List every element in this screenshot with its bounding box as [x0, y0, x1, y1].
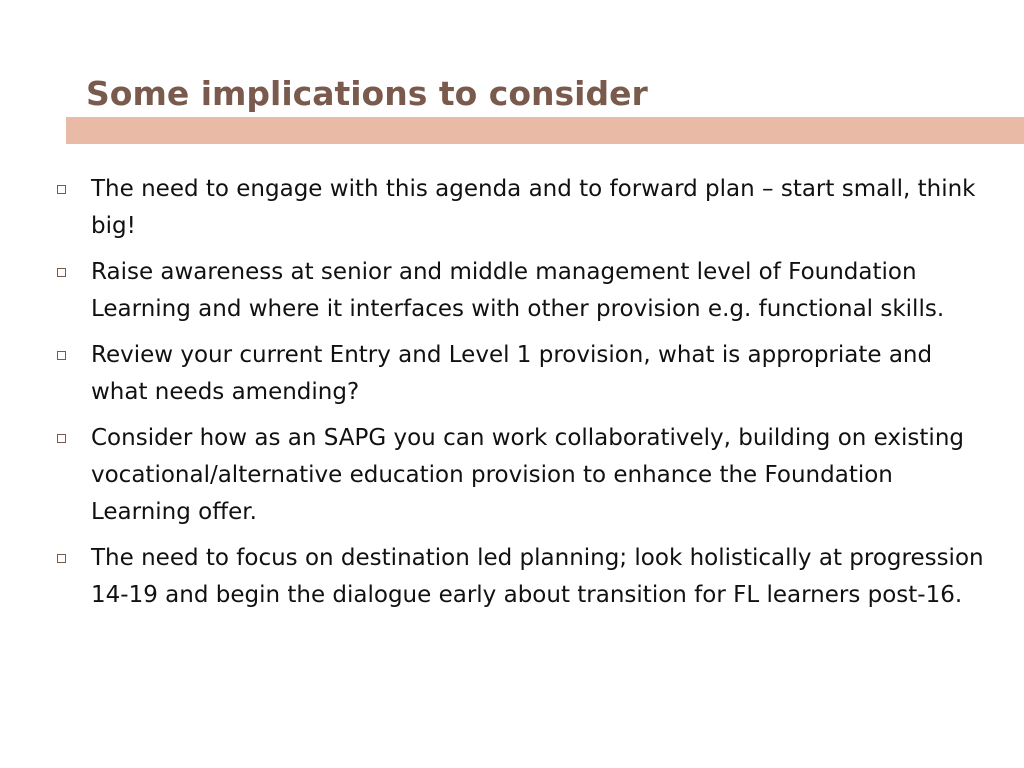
bullet-text: Consider how as an SAPG you can work collaboratively, building on existing vocational/alternative education provision to enhance the Foundation Learning offer.: [91, 425, 964, 525]
bullet-item: [54, 171, 994, 245]
square-bullet-icon: [57, 434, 66, 443]
bullet-item: [54, 254, 994, 328]
bullet-text: Review your current Entry and Level 1 provision, what is appropriate and what needs amending?: [91, 342, 933, 405]
bullet-text: The need to engage with this agenda and to forward plan – start small, think big!: [91, 176, 976, 239]
bullet-item: [54, 540, 994, 614]
square-bullet-icon: [57, 351, 66, 360]
bullet-item: [54, 337, 994, 411]
bullet-list: [54, 171, 994, 623]
bullet-text: Raise awareness at senior and middle management level of Foundation Learning and where it interfaces with other provision e.g. functional skills.: [91, 259, 945, 322]
square-bullet-icon: [57, 185, 66, 194]
slide-title: Some implications to consider: [86, 74, 648, 113]
square-bullet-icon: [57, 268, 66, 277]
square-bullet-icon: [57, 554, 66, 563]
title-accent-band: [66, 117, 1024, 144]
bullet-text: The need to focus on destination led planning; look holistically at progression 14-19 and begin the dialogue early about transition for FL learners post-16.: [91, 545, 984, 608]
bullet-item: [54, 420, 994, 531]
